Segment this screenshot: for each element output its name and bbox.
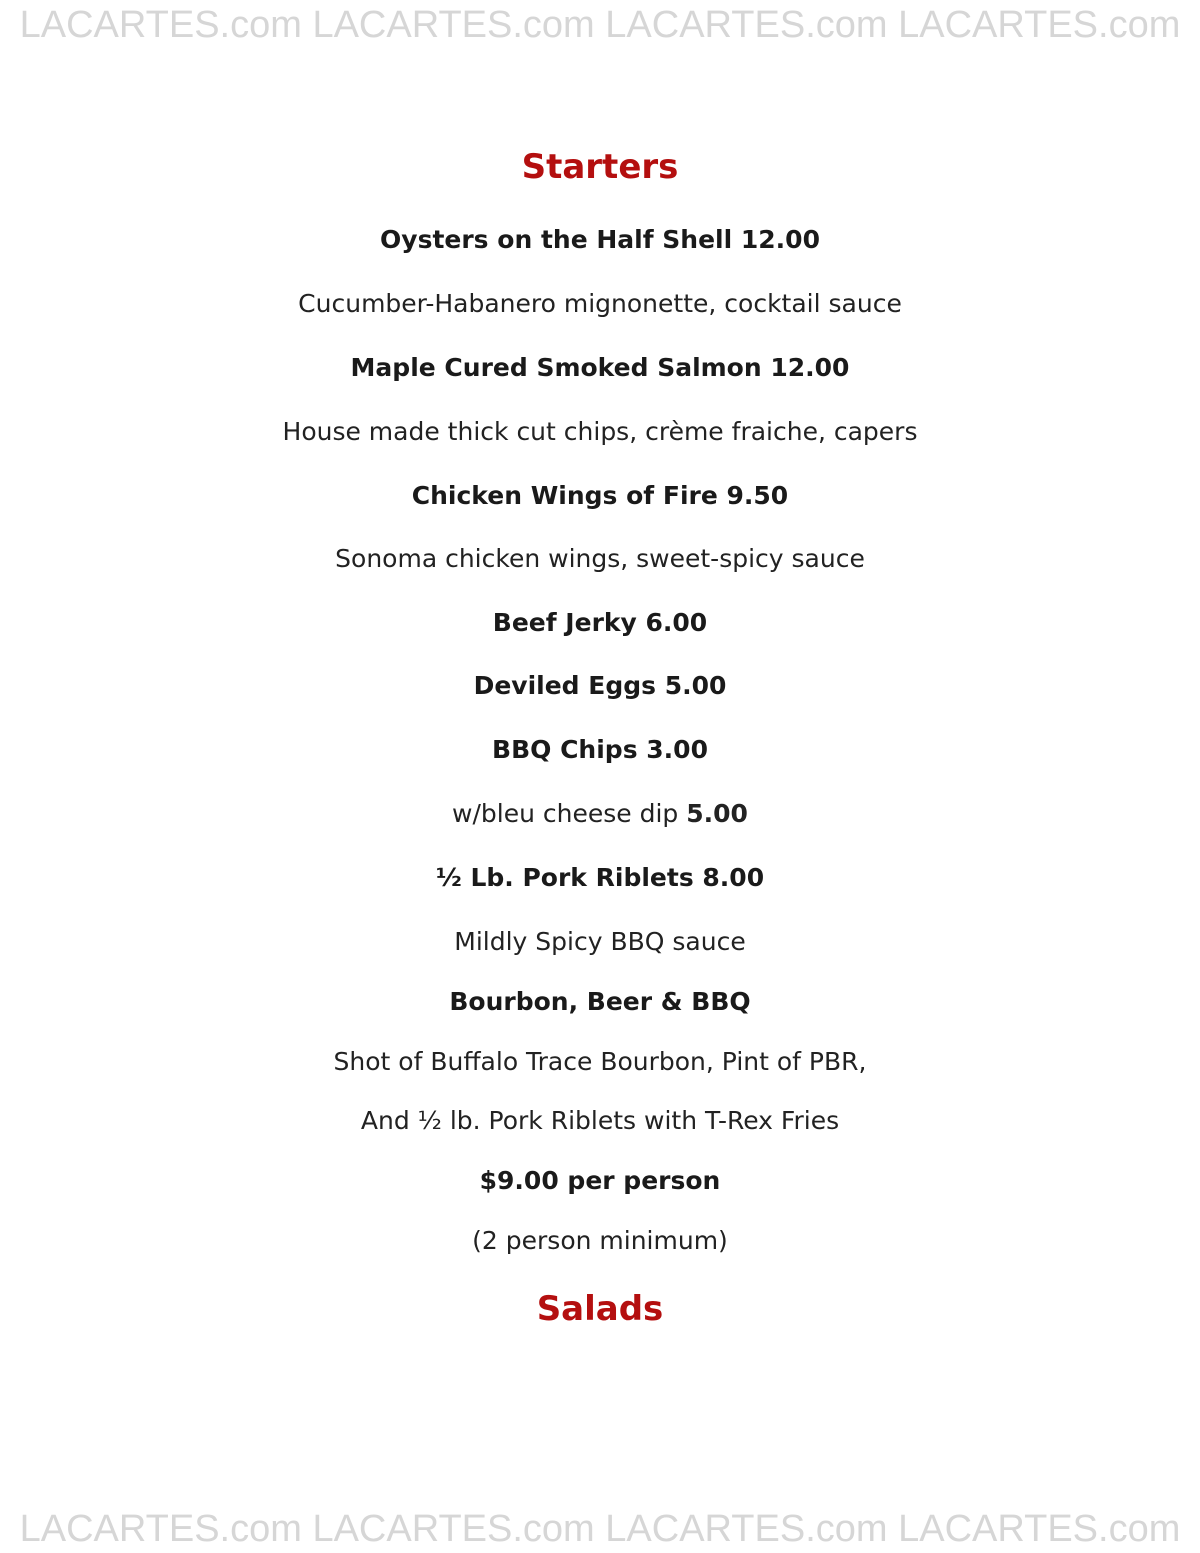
item-combo-description-line-2: And ½ lb. Pork Riblets with T-Rex Fries	[360, 1106, 840, 1135]
item-chips-description	[0, 801, 1200, 826]
watermark-top: LACARTES.com LACARTES.com LACARTES.com LACARTES.com	[19, 4, 1181, 46]
item-wings-description: Sonoma chicken wings, sweet-spicy sauce	[335, 544, 865, 573]
item-chips-description-text: w/bleu cheese dip	[452, 799, 679, 828]
section-title-starters: Starters	[521, 147, 679, 187]
item-combo-note: (2 person minimum)	[472, 1226, 728, 1255]
item-combo-price: $9.00 per person	[479, 1166, 721, 1195]
item-oysters-name: Oysters on the Half Shell 12.00	[380, 225, 820, 254]
item-salmon-description: House made thick cut chips, crème fraiche, capers	[282, 417, 918, 446]
item-wings-name: Chicken Wings of Fire 9.50	[411, 481, 789, 510]
item-riblets-description: Mildly Spicy BBQ sauce	[454, 927, 746, 956]
item-riblets-name: ½ Lb. Pork Riblets 8.00	[435, 863, 765, 892]
item-chips-description-price: 5.00	[686, 799, 748, 828]
section-title-salads: Salads	[536, 1289, 664, 1329]
item-combo-description-line-1: Shot of Buffalo Trace Bourbon, Pint of PBR,	[333, 1047, 867, 1076]
item-salmon-name: Maple Cured Smoked Salmon 12.00	[350, 353, 850, 382]
item-eggs-name: Deviled Eggs 5.00	[473, 671, 727, 700]
watermark-bottom: LACARTES.com LACARTES.com LACARTES.com LACARTES.com	[19, 1508, 1181, 1550]
item-chips-name: BBQ Chips 3.00	[492, 735, 708, 764]
item-jerky-name: Beef Jerky 6.00	[492, 608, 708, 637]
item-oysters-description: Cucumber-Habanero mignonette, cocktail sauce	[298, 289, 902, 318]
item-combo-name: Bourbon, Beer & BBQ	[449, 987, 751, 1016]
